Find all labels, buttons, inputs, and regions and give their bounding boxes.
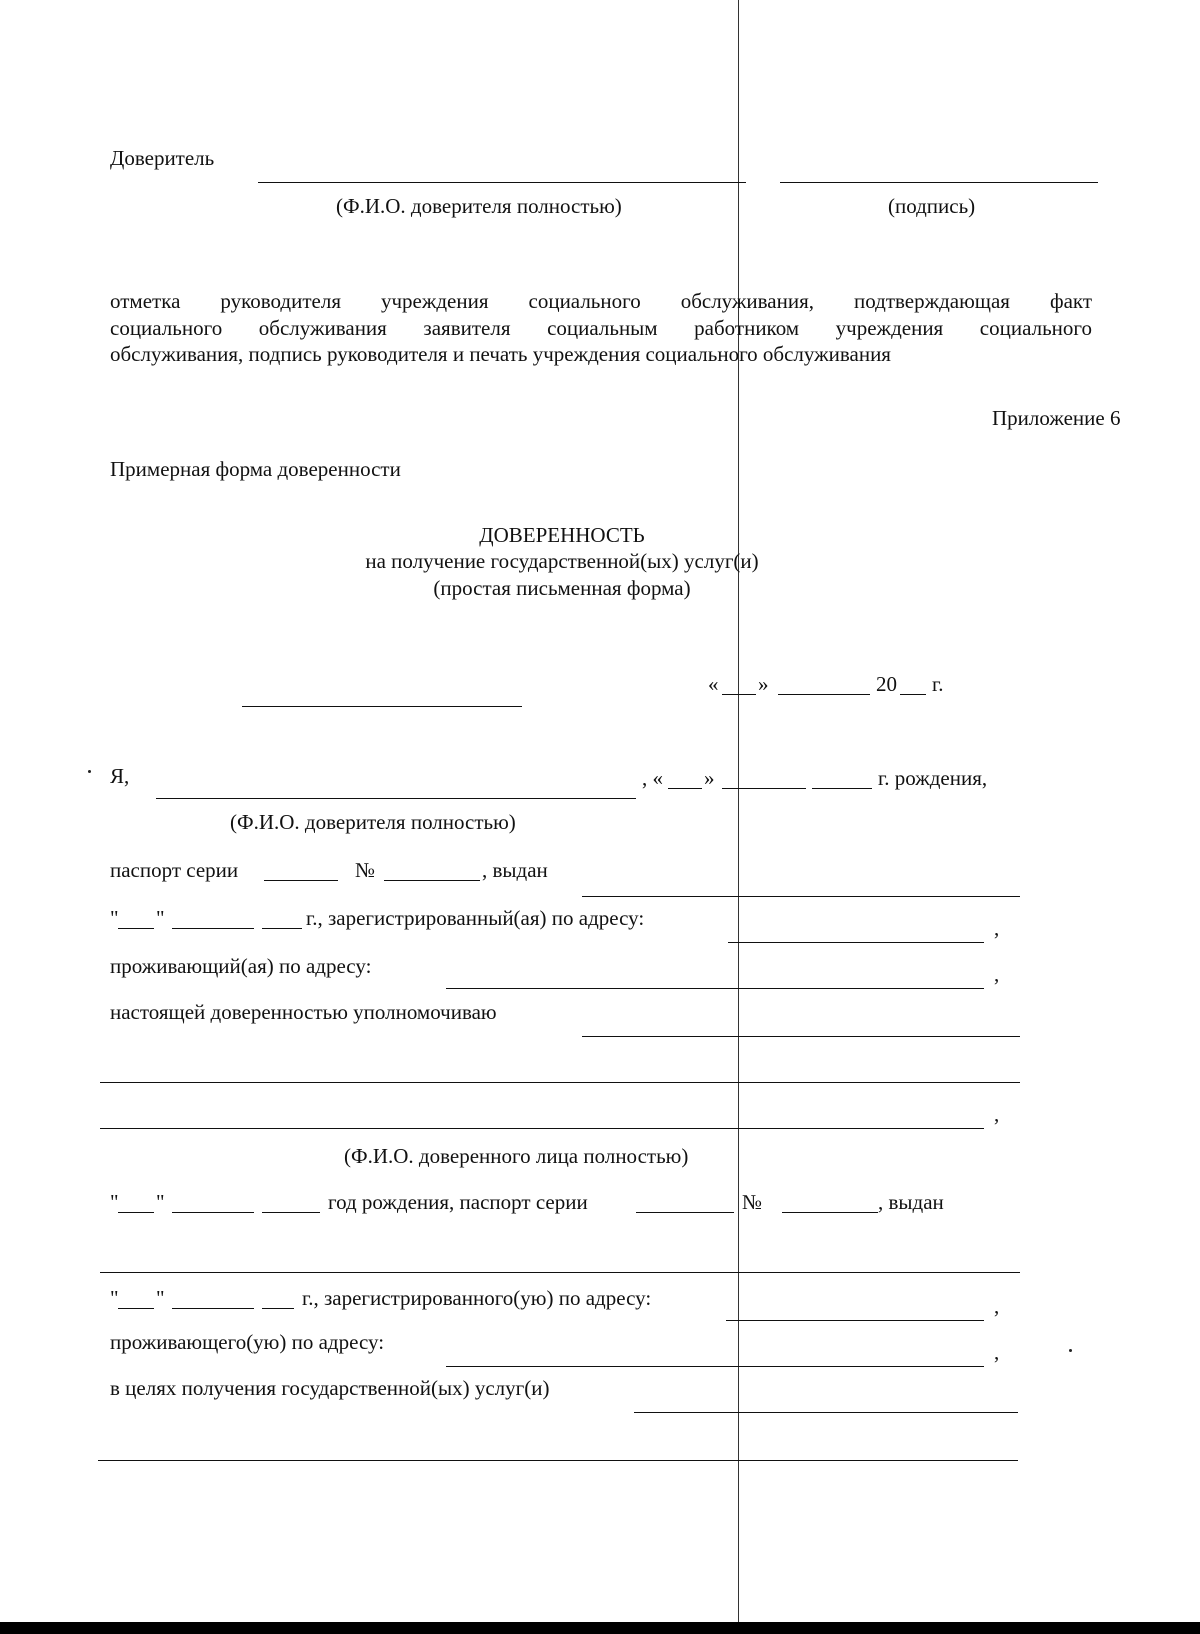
purpose-label: в целях получения государственной(ых) услуг(и) — [110, 1376, 550, 1400]
proxy-registered-comma: , — [994, 1294, 1000, 1318]
proxy-residing-address-line[interactable] — [446, 1366, 984, 1367]
trustor-fio-line[interactable] — [258, 182, 746, 183]
proxy-residing-label: проживающего(ую) по адресу: — [110, 1330, 385, 1354]
registered-comma: , — [994, 916, 1000, 940]
proxy-issue-close-quote: " — [156, 1286, 165, 1310]
document-form-type: (простая письменная форма) — [433, 576, 691, 600]
trustor-signature-line[interactable] — [780, 182, 1098, 183]
dob-year-line[interactable] — [812, 788, 872, 789]
proxy-dob-close-quote: " — [156, 1190, 165, 1214]
head-mark-line: отметка руководителя учреждения социального обслуживания, подтверждающая факт — [110, 289, 1092, 313]
proxy-dob-year-line[interactable] — [262, 1212, 320, 1213]
scan-bottom-edge — [0, 1622, 1200, 1634]
head-mark-line: социального обслуживания заявителя социальным работником учреждения социального — [110, 315, 1092, 340]
trustor-signature-caption: (подпись) — [888, 194, 976, 218]
proxy-registered-address-line[interactable] — [726, 1320, 984, 1321]
proxy-dob-day-line[interactable] — [118, 1212, 154, 1213]
passport-issued-label: , выдан — [482, 858, 548, 882]
date-open-quote: « — [708, 672, 719, 696]
i-label: Я, — [110, 764, 130, 788]
purpose-line-2[interactable] — [98, 1460, 1018, 1461]
proxy-passport-series-line[interactable] — [636, 1212, 734, 1213]
head-mark-line: обслуживания, подпись руководителя и печать учреждения социального обслуживания — [110, 342, 891, 366]
residing-comma: , — [994, 962, 1000, 986]
passport-series-label: паспорт серии — [110, 858, 239, 882]
date-month-line[interactable] — [778, 694, 870, 695]
head-mark-paragraph — [110, 288, 1092, 368]
proxy-fio-line-1[interactable] — [100, 1082, 1020, 1083]
appendix-label: Приложение 6 — [992, 406, 1121, 430]
issue-close-quote: " — [156, 906, 165, 930]
date-day-line[interactable] — [722, 694, 756, 695]
proxy-dob-month-line[interactable] — [172, 1212, 254, 1213]
document-title: ДОВЕРЕННОСТЬ — [479, 523, 645, 547]
scan-speck — [88, 770, 91, 773]
trustor-label: Доверитель — [110, 146, 215, 170]
residing-address-line[interactable] — [446, 988, 984, 989]
passport-issued-by-line[interactable] — [582, 896, 1020, 897]
issue-open-quote: " — [110, 906, 119, 930]
registered-label: г., зарегистрированный(ая) по адресу: — [306, 906, 645, 930]
issue-month-line[interactable] — [172, 928, 254, 929]
authorize-line-1[interactable] — [582, 1036, 1020, 1037]
dob-day-line[interactable] — [668, 788, 702, 789]
passport-number-sign: № — [355, 858, 376, 882]
proxy-dob-open-quote: " — [110, 1190, 119, 1214]
purpose-line-1[interactable] — [634, 1412, 1018, 1413]
proxy-passport-number-sign: № — [742, 1190, 763, 1214]
issue-year-line[interactable] — [262, 928, 302, 929]
place-line[interactable] — [242, 706, 522, 707]
trustor-fio-caption-2: (Ф.И.О. доверителя полностью) — [230, 810, 516, 834]
proxy-passport-issued-label: , выдан — [878, 1190, 944, 1214]
passport-number-line[interactable] — [384, 880, 480, 881]
proxy-passport-number-line[interactable] — [782, 1212, 878, 1213]
dob-close-quote: » — [704, 766, 715, 790]
passport-series-line[interactable] — [264, 880, 338, 881]
registered-address-line[interactable] — [728, 942, 984, 943]
date-year-prefix: 20 — [876, 672, 897, 696]
date-close-quote: » — [758, 672, 769, 696]
proxy-year-passport-label: год рождения, паспорт серии — [328, 1190, 588, 1214]
trustor-fio-caption: (Ф.И.О. доверителя полностью) — [336, 194, 622, 218]
proxy-issue-year-line[interactable] — [262, 1308, 294, 1309]
trustor-fio-field[interactable] — [156, 798, 636, 799]
date-year-suffix: г. — [932, 672, 944, 696]
proxy-fio-line-2[interactable] — [100, 1128, 984, 1129]
issue-day-line[interactable] — [118, 928, 154, 929]
proxy-issue-month-line[interactable] — [172, 1308, 254, 1309]
dob-month-line[interactable] — [722, 788, 806, 789]
proxy-issued-by-line[interactable] — [100, 1272, 1020, 1273]
residing-label: проживающий(ая) по адресу: — [110, 954, 372, 978]
document-subtitle: на получение государственной(ых) услуг(и) — [365, 549, 759, 573]
proxy-issue-day-line[interactable] — [118, 1308, 154, 1309]
scan-speck — [1069, 1349, 1072, 1352]
proxy-residing-comma: , — [994, 1340, 1000, 1364]
authorize-label: настоящей доверенностью уполномочиваю — [110, 1000, 497, 1024]
date-year-line[interactable] — [900, 694, 926, 695]
proxy-fio-comma: , — [994, 1102, 1000, 1126]
dob-suffix: г. рождения, — [878, 766, 988, 790]
proxy-registered-label: г., зарегистрированного(ую) по адресу: — [302, 1286, 652, 1310]
scan-fold-line — [738, 0, 739, 1634]
proxy-fio-caption: (Ф.И.О. доверенного лица полностью) — [344, 1144, 689, 1168]
sample-form-title: Примерная форма доверенности — [110, 457, 401, 481]
proxy-issue-open-quote: " — [110, 1286, 119, 1310]
dob-separator: , « — [642, 766, 663, 790]
